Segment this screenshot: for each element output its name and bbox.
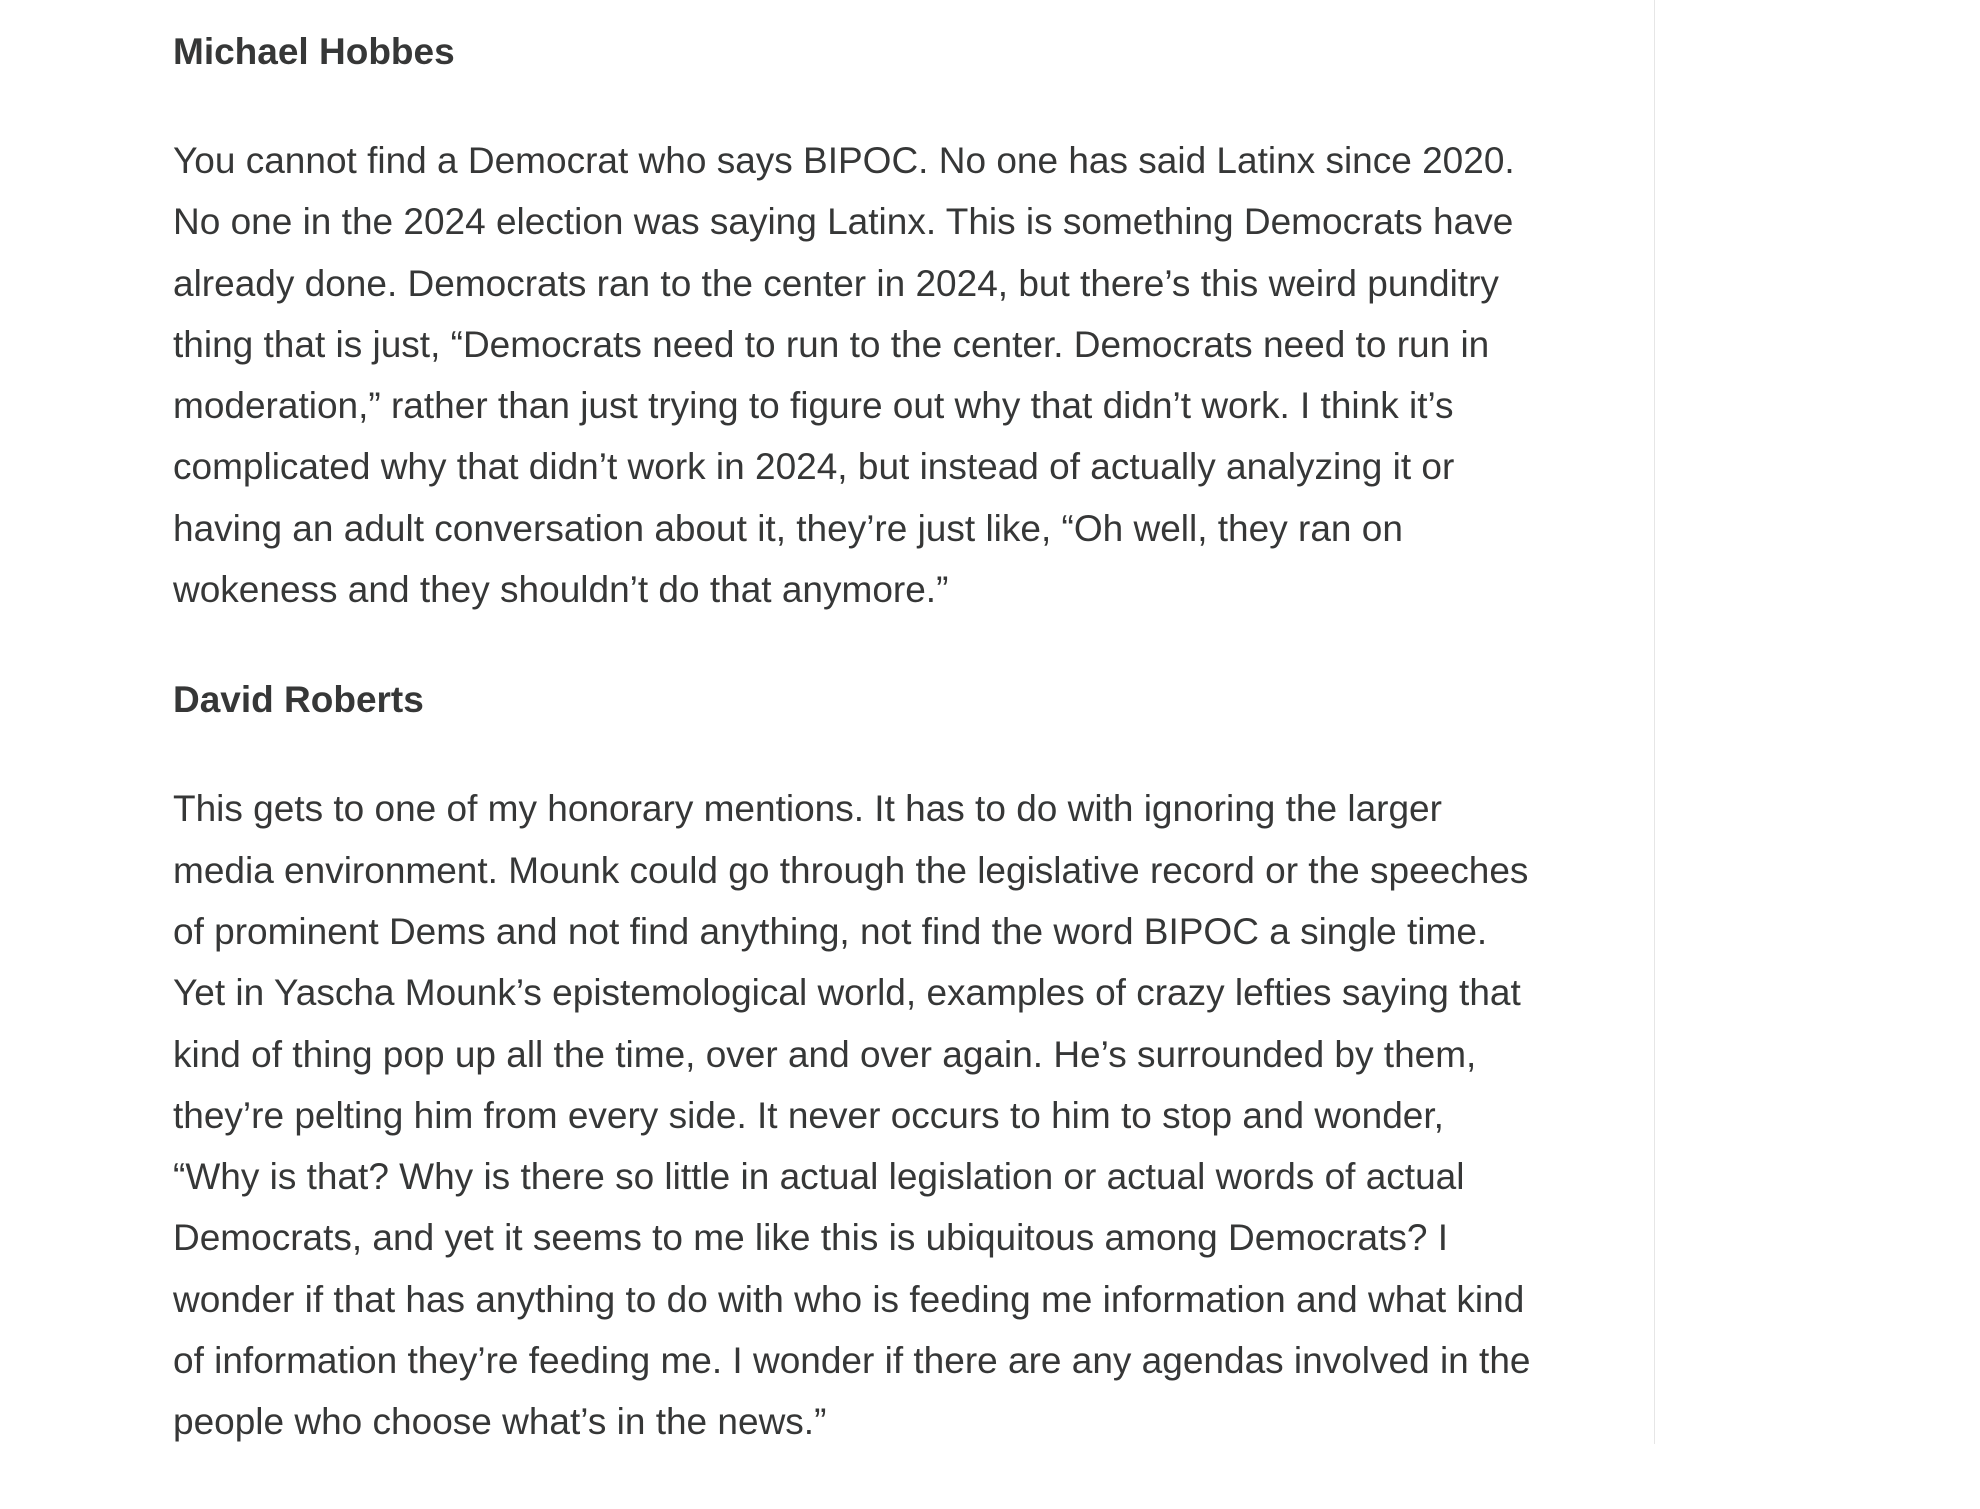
paragraph-line: “Why is that? Why is there so little in actual legislation or actual words of actual [173, 1156, 1465, 1198]
paragraph-line: wonder if that has anything to do with who is feeding me information and what kind [173, 1278, 1525, 1320]
paragraph-line: of prominent Dems and not find anything, not find the word BIPOC a single time. [173, 910, 1488, 952]
transcript-article [173, 28, 1613, 1509]
paragraph-line: This gets to one of my honorary mentions. It has to do with ignoring the larger [173, 788, 1442, 830]
paragraph-line: No one in the 2024 election was saying Latinx. This is something Democrats have [173, 201, 1514, 243]
paragraph-line: people who choose what’s in the news.” [173, 1401, 827, 1443]
paragraph-line: moderation,” rather than just trying to figure out why that didn’t work. I think it’s [173, 385, 1454, 427]
transcript-paragraph-michael-hobbes [173, 130, 1613, 620]
paragraph-line: they’re pelting him from every side. It never occurs to him to stop and wonder, [173, 1094, 1444, 1136]
speaker-name-david-roberts: David Roberts [173, 679, 424, 721]
paragraph-line: thing that is just, “Democrats need to run to the center. Democrats need to run in [173, 323, 1490, 365]
paragraph-line: having an adult conversation about it, they’re just like, “Oh well, they ran on [173, 507, 1403, 549]
paragraph-line: Yet in Yascha Mounk’s epistemological world, examples of crazy lefties saying that [173, 972, 1521, 1014]
paragraph-line: complicated why that didn’t work in 2024, but instead of actually analyzing it or [173, 446, 1455, 488]
paragraph-line: already done. Democrats ran to the center in 2024, but there’s this weird punditry [173, 262, 1499, 304]
sidebar-divider [1654, 0, 1655, 1444]
paragraph-line: media environment. Mounk could go through the legislative record or the speeches [173, 849, 1529, 891]
paragraph-line: wokeness and they shouldn’t do that anymore.” [173, 569, 949, 611]
paragraph-line: You cannot find a Democrat who says BIPOC. No one has said Latinx since 2020. [173, 140, 1515, 181]
paragraph-line: Democrats, and yet it seems to me like this is ubiquitous among Democrats? I [173, 1217, 1448, 1259]
paragraph-line: kind of thing pop up all the time, over and over again. He’s surrounded by them, [173, 1033, 1477, 1075]
speaker-name-michael-hobbes: Michael Hobbes [173, 31, 455, 72]
transcript-paragraph-david-roberts [173, 778, 1613, 1452]
paragraph-line: of information they’re feeding me. I wonder if there are any agendas involved in the [173, 1340, 1531, 1382]
